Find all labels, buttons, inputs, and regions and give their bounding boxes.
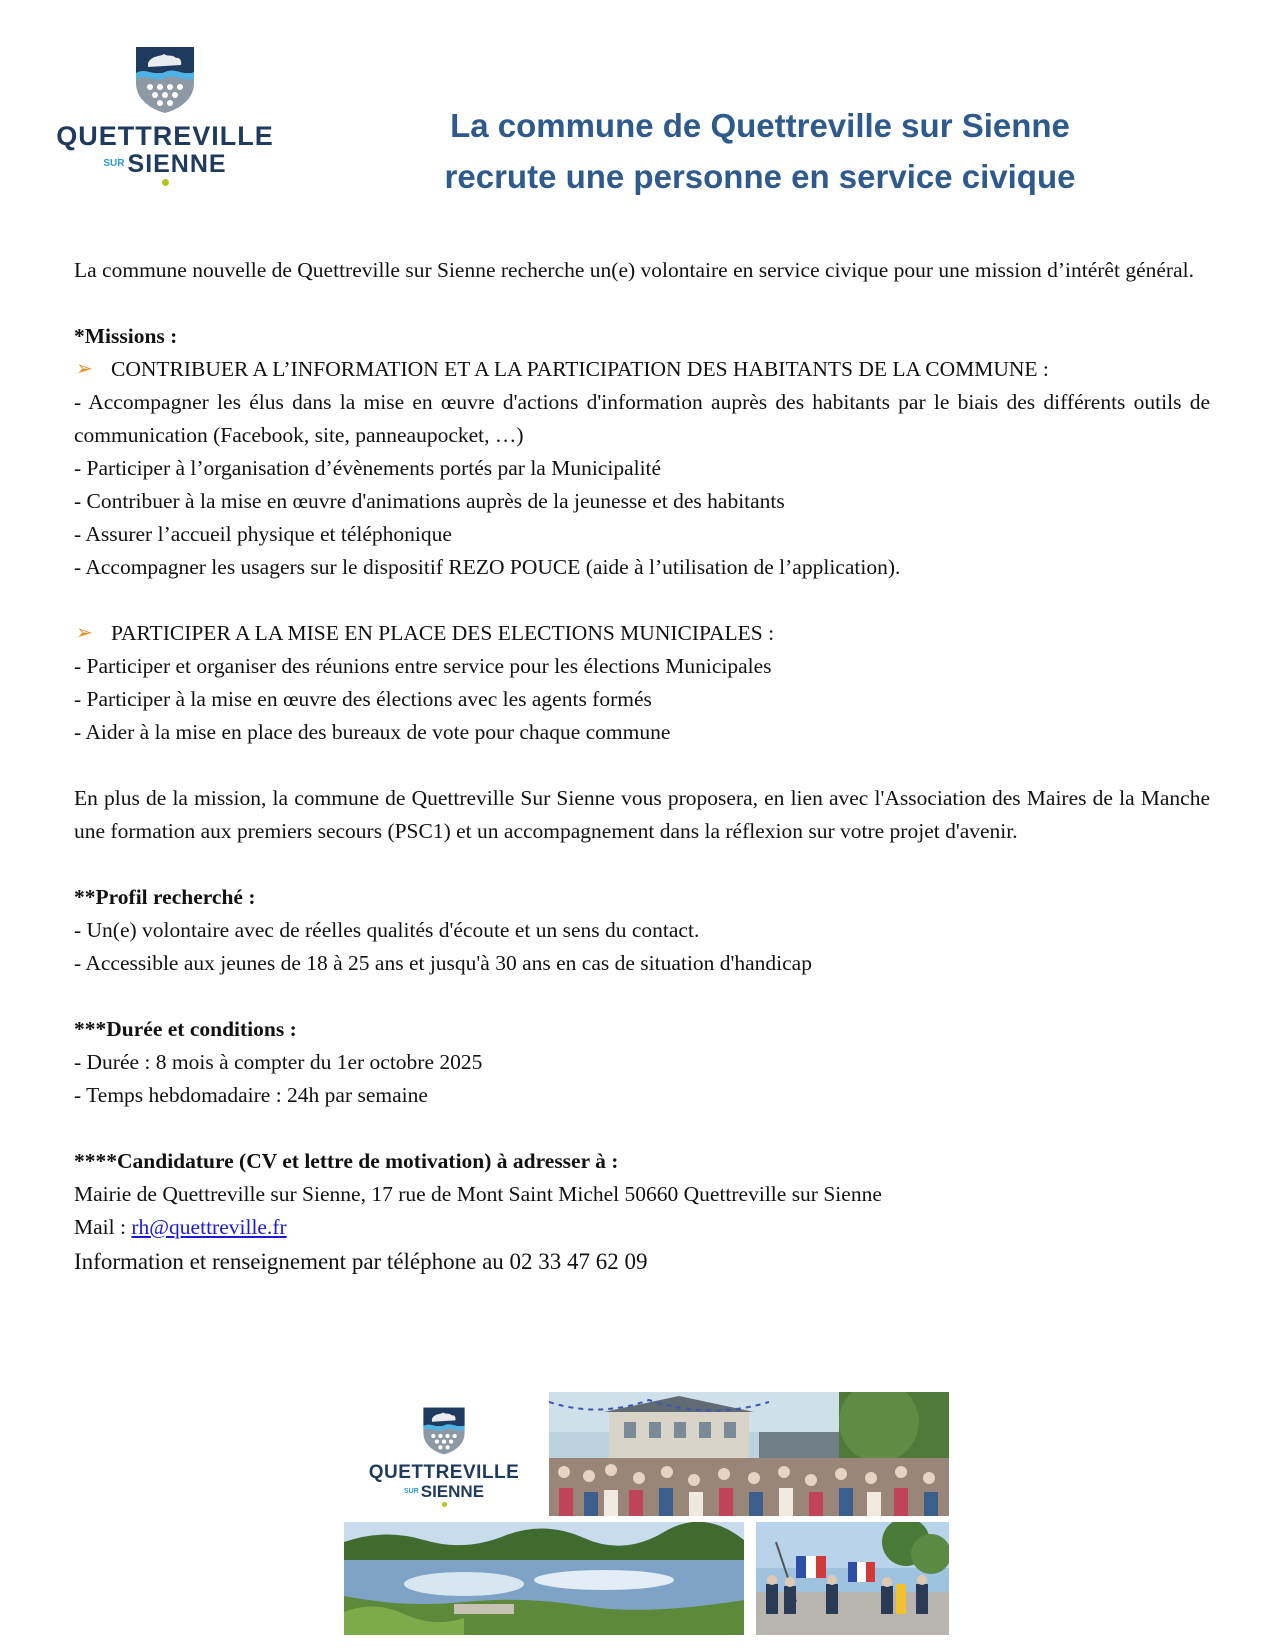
collage-logo-sub: $^{SUR}$ SIENNE <box>403 1482 485 1501</box>
ceremony-flags-photo <box>756 1522 949 1635</box>
profile-heading: **Profil recherché : <box>74 885 256 909</box>
logo-sur: SUR <box>103 158 125 169</box>
coat-of-arms-icon <box>134 45 196 115</box>
intro-paragraph: La commune nouvelle de Quettreville sur Sienne recherche un(e) volontaire en service civique pour une mission d’intérêt général. <box>74 258 1194 282</box>
mission-item: - Aider à la mise en place des bureaux de vote pour chaque commune <box>74 720 671 744</box>
mission-section-2-title: PARTICIPER A LA MISE EN PLACE DES ELECTIONS MUNICIPALES : <box>111 621 775 645</box>
application-mail-line <box>74 1211 1210 1244</box>
collage-logo-name: QUETTREVILLE <box>368 1462 520 1483</box>
mission-section-2 <box>74 617 1210 650</box>
photo-collage <box>344 1388 964 1635</box>
collage-logo <box>358 1398 530 1520</box>
mail-link[interactable]: rh@quettreville.fr <box>131 1215 287 1239</box>
page-title <box>360 100 1160 202</box>
missions-heading: *Missions : <box>74 324 178 348</box>
mission-item: - Contribuer à la mise en œuvre d'animations auprès de la jeunesse et des habitants <box>74 489 785 513</box>
document-body <box>74 254 1210 1279</box>
application-heading: ****Candidature (CV et lettre de motivation) à adresser à : <box>74 1149 619 1173</box>
conditions-item: - Durée : 8 mois à compter du 1er octobre 2025 <box>74 1050 483 1074</box>
mission-item: - Accompagner les élus dans la mise en œuvre d'actions d'information auprès des habitants par le biais des différents outils de communication (Facebook, site, panneaupocket, …) <box>74 390 1210 447</box>
coat-of-arms-icon <box>422 1406 466 1456</box>
conditions-item: - Temps hebdomadaire : 24h par semaine <box>74 1083 428 1107</box>
mission-item: - Participer et organiser des réunions entre service pour les élections Municipales <box>74 654 772 678</box>
phone-info: Information et renseignement par téléphone au 02 33 47 62 09 <box>74 1249 648 1274</box>
mission-item: - Assurer l’accueil physique et téléphonique <box>74 522 452 546</box>
logo-sienne: SIENNE <box>127 150 227 178</box>
conditions-heading: ***Durée et conditions : <box>74 1017 297 1041</box>
mission-item: - Participer à la mise en œuvre des élections avec les agents formés <box>74 687 652 711</box>
crowd-event-photo <box>549 1392 949 1516</box>
logo-name: QUETTREVILLE <box>56 121 274 151</box>
river-landscape-photo <box>344 1522 744 1635</box>
mail-label: Mail : <box>74 1215 132 1239</box>
application-address: Mairie de Quettreville sur Sienne, 17 rue de Mont Saint Michel 50660 Quettreville sur Sienne <box>74 1182 882 1206</box>
profile-item: - Accessible aux jeunes de 18 à 25 ans et jusqu'à 30 ans en cas de situation d'handicap <box>74 951 812 975</box>
arrow-bullet-icon: ➢ <box>76 358 93 380</box>
title-line-1: La commune de Quettreville sur Sienne <box>450 107 1070 144</box>
title-line-2: recrute une personne en service civique <box>444 158 1076 195</box>
mission-section-1-title: CONTRIBUER A L’INFORMATION ET A LA PARTICIPATION DES HABITANTS DE LA COMMUNE : <box>111 357 1049 381</box>
mission-section-1 <box>74 353 1210 386</box>
arrow-bullet-icon: ➢ <box>76 622 93 644</box>
logo-dot <box>162 179 169 186</box>
municipality-logo <box>55 45 275 205</box>
mission-item: - Accompagner les usagers sur le dispositif REZO POUCE (aide à l’utilisation de l’application). <box>74 555 901 579</box>
mission-item: - Participer à l’organisation d’évènements portés par la Municipalité <box>74 456 662 480</box>
extra-paragraph: En plus de la mission, la commune de Quettreville Sur Sienne vous proposera, en lien avec l'Association des Maires de la Manche une formation aux premiers secours (PSC1) et un accompagnement dans la réflexion sur votre projet d'avenir. <box>74 786 1210 843</box>
profile-item: - Un(e) volontaire avec de réelles qualités d'écoute et un sens du contact. <box>74 918 700 942</box>
logo-sub <box>55 151 275 177</box>
